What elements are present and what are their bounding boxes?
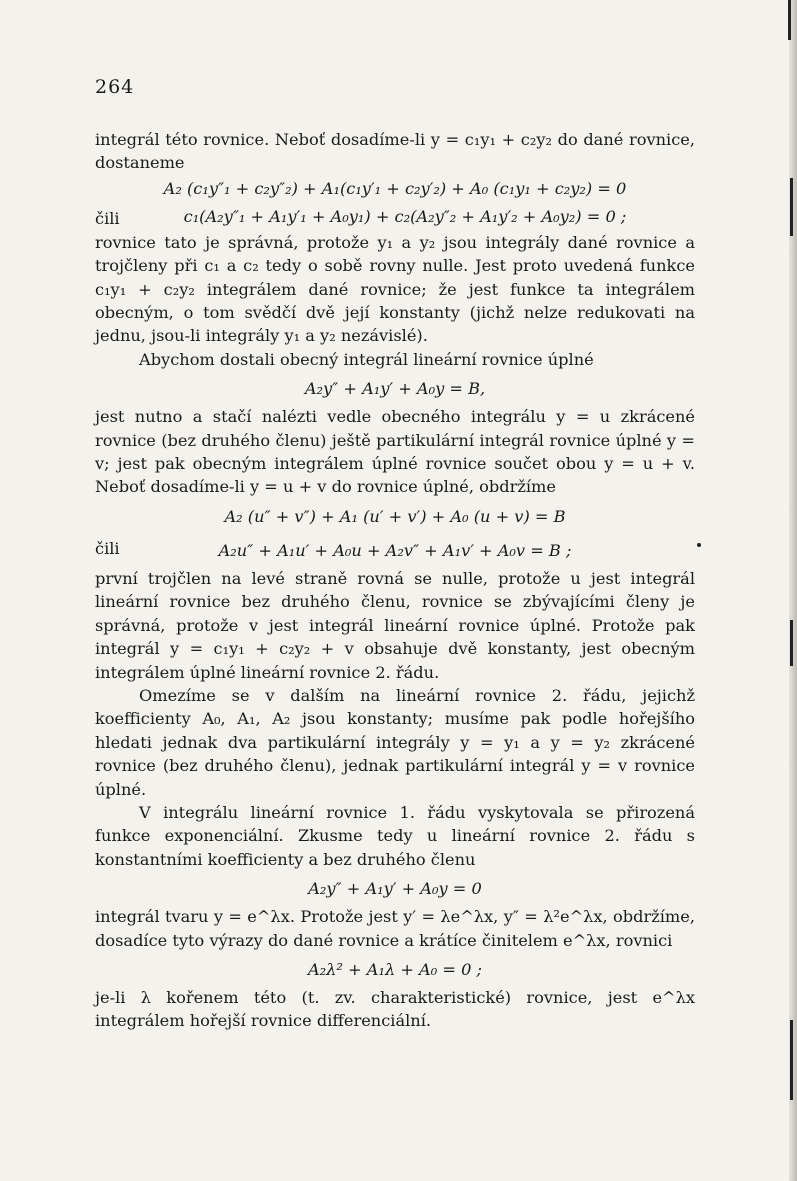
equation-row-1 bbox=[95, 175, 695, 203]
paragraph-9: je-li λ kořenem této (t. zv. charakteristické) rovnice, jest e^λx integrálem hořejší rovnice differenciální. bbox=[95, 987, 695, 1031]
equation-1: A₂ (c₁y″₁ + c₂y″₂) + A₁(c₁y′₁ + c₂y′₂) + A₀ (c₁y₁ + c₂y₂) = 0 bbox=[163, 178, 627, 198]
page-number: 264 bbox=[95, 76, 135, 98]
paragraph-2: rovnice tato je správná, protože y₁ a y₂ jsou integrály dané rovnice a trojčleny při c₁ a c₂ tedy o sobě rovny nulle. Jest proto uvedená funkce c₁y₁ + c₂y₂ integrálem dané rovnice; že jest funkce ta integrálem obecným, o tom svědčí dvě její konstanty (jichž nelze redukovati na jednu, jsou-li integrály y₁ a y₂ nezávislé). bbox=[95, 232, 695, 346]
paragraph-3: Abychom dostali obecný integrál lineární rovnice úplné bbox=[139, 349, 594, 369]
equation-2: c₁(A₂y″₁ + A₁y′₁ + A₀y₁) + c₂(A₂y″₂ + A₁y′₂ + A₀y₂) = 0 ; bbox=[183, 206, 627, 226]
paragraph-4: jest nutno a stačí nalézti vedle obecného integrálu y = u zkrácené rovnice (bez druhého členu) ještě partikulární integrál rovnice úplné y = v; jest pak obecným integrálem úplné rovnice součet obou y = u + v. Neboť dosadíme-li y = u + v do rovnice úplné, obdržíme bbox=[95, 407, 695, 497]
equation-row-3 bbox=[95, 371, 695, 405]
equation-6: A₂y″ + A₁y′ + A₀y = 0 bbox=[308, 879, 482, 899]
page-text bbox=[95, 128, 695, 1033]
equation-4: A₂ (u″ + v″) + A₁ (u′ + v′) + A₀ (u + v) = B bbox=[224, 506, 566, 526]
equation-5: A₂u″ + A₁u′ + A₀u + A₂v″ + A₁v′ + A₀v = B ; bbox=[218, 540, 572, 560]
speck bbox=[697, 543, 701, 547]
paragraph-5: první trojčlen na levé straně rovná se nulle, protože u jest integrál lineární rovnice bez druhého členu, rovnice se zbývajícími členy je správná, protože v jest integrál lineární rovnice úplné. Protože pak integrál y = c₁y₁ + c₂y₂ + v obsahuje dvě konstanty, jest obecným integrálem úplné lineární rovnice 2. řádu. bbox=[95, 568, 695, 682]
paragraph-7: V integrálu lineární rovnice 1. řádu vyskytovala se přirozená funkce exponenciální. Zkusme tedy u lineární rovnice 2. řádu s konstantními koefficienty a bez druhého členu bbox=[95, 802, 695, 869]
paragraph-8: integrál tvaru y = e^λx. Protože jest y′ = λe^λx, y″ = λ²e^λx, obdržíme, dosadíce tyto výrazy do dané rovnice a krátíce činitelem e^λx, rovnici bbox=[95, 907, 695, 950]
cili-label-2: čili bbox=[95, 538, 120, 558]
equation-7: A₂λ² + A₁λ + A₀ = 0 ; bbox=[307, 959, 482, 979]
equation-row-2 bbox=[95, 203, 695, 231]
scan-mark-top bbox=[788, 0, 791, 40]
equation-row-6 bbox=[95, 871, 695, 905]
paragraph-6: Omezíme se v dalším na lineární rovnice 2. řádu, jejichž koefficienty A₀, A₁, A₂ jsou konstanty; musíme pak podle hořejšího hledati jednak dva partikulární integrály y = y₁ a y = y₂ zkrácené rovnice (bez druhého členu), jednak partikulární integrál y = v rovnice úplné. bbox=[95, 685, 695, 799]
scan-mark-2 bbox=[790, 620, 793, 666]
cili-label-1: čili bbox=[95, 208, 120, 228]
equation-row-4 bbox=[95, 499, 695, 533]
equation-row-5 bbox=[95, 533, 695, 567]
equation-row-7 bbox=[95, 952, 695, 986]
scan-mark-3 bbox=[790, 1020, 793, 1100]
paragraph-1: integrál této rovnice. Neboť dosadíme-li y = c₁y₁ + c₂y₂ do dané rovnice, dostaneme bbox=[95, 130, 695, 173]
scan-mark-1 bbox=[790, 178, 793, 236]
equation-3: A₂y″ + A₁y′ + A₀y = B, bbox=[304, 379, 486, 399]
